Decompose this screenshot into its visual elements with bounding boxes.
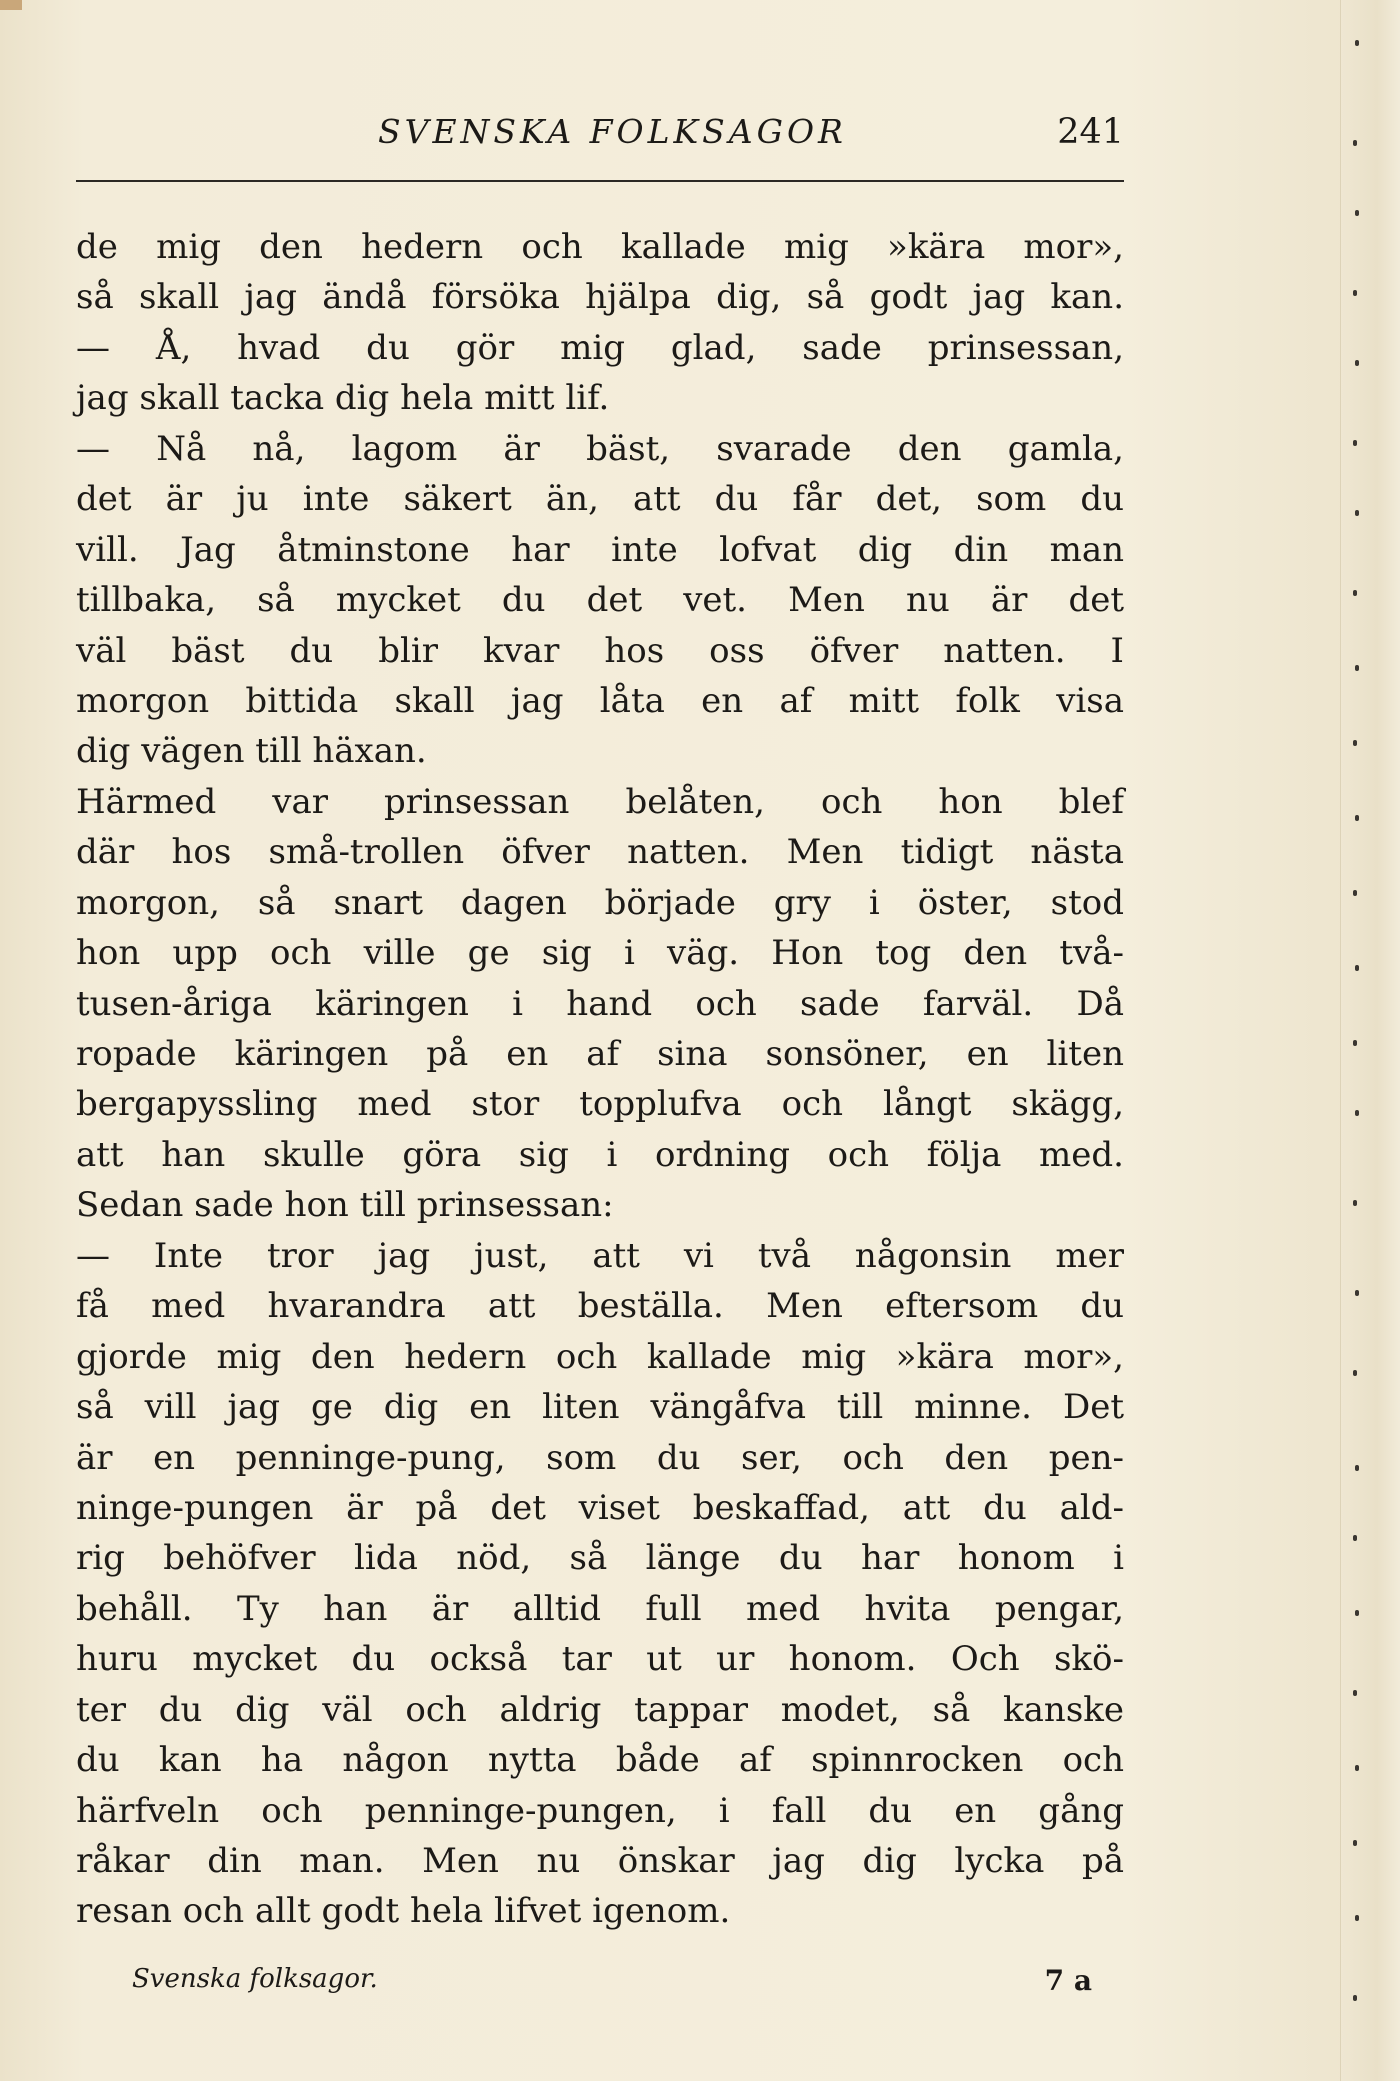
text-line: ter du dig väl och aldrig tappar modet, så kanske xyxy=(76,1689,1124,1730)
binding-mark xyxy=(1355,210,1359,216)
binding-mark xyxy=(1353,1690,1357,1696)
text-line: är en penninge-pung, som du ser, och den pen- xyxy=(76,1437,1124,1478)
text-line: rig behöfver lida nöd, så länge du har honom i xyxy=(76,1538,1124,1579)
signature-mark: 7 a xyxy=(1044,1964,1092,1997)
binding-mark xyxy=(1353,1040,1357,1046)
binding-mark xyxy=(1353,590,1357,596)
text-line: jag skall tacka dig hela mitt lif. xyxy=(76,378,610,419)
binding-mark xyxy=(1353,1200,1357,1206)
text-line: ropade käringen på en af sina sonsöner, en liten xyxy=(76,1034,1124,1074)
binding-mark xyxy=(1355,1765,1359,1771)
text-line: tusen-åriga käringen i hand och sade farväl. Då xyxy=(76,983,1124,1024)
text-line: behåll. Ty han är alltid full med hvita pengar, xyxy=(76,1588,1124,1629)
binding-mark xyxy=(1353,740,1357,746)
header-rule xyxy=(76,180,1124,182)
text-line: härfveln och penninge-pungen, i fall du en gång xyxy=(76,1790,1124,1831)
text-line: bergapyssling med stor topplufva och långt skägg, xyxy=(76,1084,1124,1125)
binding-mark xyxy=(1355,965,1359,971)
binding-mark xyxy=(1353,290,1357,296)
binding-mark xyxy=(1353,1535,1357,1541)
binding-mark xyxy=(1355,510,1359,516)
text-line: att han skulle göra sig i ordning och följa med. xyxy=(76,1134,1124,1175)
binding-mark xyxy=(1355,1610,1359,1616)
text-line: så skall jag ändå försöka hjälpa dig, så godt jag kan. xyxy=(76,277,1124,318)
running-title: SVENSKA FOLKSAGOR xyxy=(378,112,847,151)
binding-mark xyxy=(1355,360,1359,366)
text-line: resan och allt godt hela lifvet igenom. xyxy=(76,1891,731,1932)
text-line: det är ju inte säkert än, att du får det, som du xyxy=(76,479,1124,520)
binding-mark xyxy=(1355,40,1359,46)
text-line: hon upp och ville ge sig i väg. Hon tog den två- xyxy=(76,933,1124,974)
binding-mark xyxy=(1355,1465,1359,1471)
binding-mark xyxy=(1353,1370,1357,1376)
page-number: 241 xyxy=(1057,112,1124,152)
text-line: vill. Jag åtminstone har inte lofvat dig din man xyxy=(76,529,1124,570)
corner-mark xyxy=(0,0,22,10)
text-line: morgon, så snart dagen började gry i öster, stod xyxy=(76,882,1124,923)
text-line: väl bäst du blir kvar hos oss öfver natten. I xyxy=(76,630,1124,671)
text-line: Härmed var prinsessan belåten, och hon blef xyxy=(76,781,1124,822)
footer-title: Svenska folksagor. xyxy=(132,1964,378,1994)
text-line: de mig den hedern och kallade mig »kära mor», xyxy=(76,227,1124,267)
binding-mark xyxy=(1355,815,1359,821)
page-footer xyxy=(132,1964,1092,2004)
text-line: få med hvarandra att beställa. Men eftersom du xyxy=(76,1286,1124,1327)
binding-mark xyxy=(1355,665,1359,671)
text-line: gjorde mig den hedern och kallade mig »kära mor», xyxy=(76,1336,1124,1377)
running-header xyxy=(76,112,1124,168)
body-text xyxy=(76,222,1124,1937)
text-line: Sedan sade hon till prinsessan: xyxy=(76,1185,614,1226)
binding-mark xyxy=(1353,440,1357,446)
text-line: tillbaka, så mycket du det vet. Men nu är det xyxy=(76,580,1124,621)
binding-mark xyxy=(1353,140,1357,146)
text-line: så vill jag ge dig en liten vängåfva till minne. Det xyxy=(76,1387,1124,1428)
text-line: där hos små-trollen öfver natten. Men tidigt nästa xyxy=(76,832,1124,873)
text-line: — Inte tror jag just, att vi två någonsin mer xyxy=(76,1235,1124,1276)
binding-mark xyxy=(1355,1915,1359,1921)
text-line: — Å, hvad du gör mig glad, sade prinsessan, xyxy=(76,327,1124,368)
binding-mark xyxy=(1353,890,1357,896)
text-line: huru mycket du också tar ut ur honom. Och skö- xyxy=(76,1639,1124,1680)
text-line: du kan ha någon nytta både af spinnrocken och xyxy=(76,1740,1124,1781)
binding-mark xyxy=(1355,1110,1359,1116)
binding-mark xyxy=(1355,1290,1359,1296)
text-line: morgon bittida skall jag låta en af mitt folk visa xyxy=(76,680,1124,721)
text-line: råkar din man. Men nu önskar jag dig lycka på xyxy=(76,1841,1124,1881)
binding-strip xyxy=(1340,0,1400,2081)
binding-mark xyxy=(1353,1995,1357,2001)
text-line: dig vägen till häxan. xyxy=(76,731,427,772)
text-line: ninge-pungen är på det viset beskaffad, att du ald- xyxy=(76,1487,1124,1528)
binding-mark xyxy=(1353,1840,1357,1846)
text-line: — Nå nå, lagom är bäst, svarade den gamla, xyxy=(76,428,1124,469)
